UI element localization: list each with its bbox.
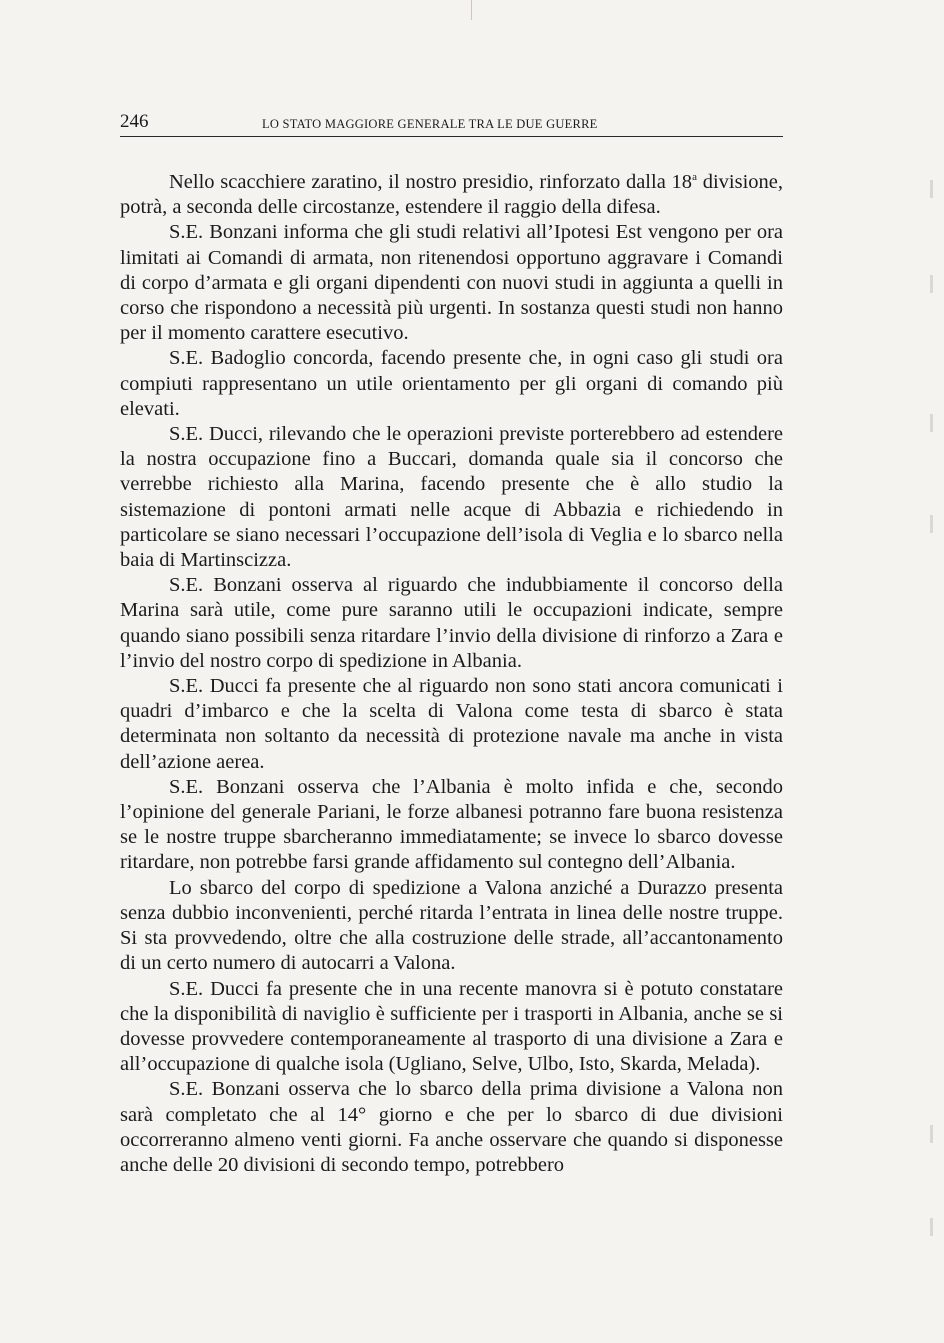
paragraph-text: divisione, potrà, a seconda delle circostanze, estendere il raggio della difesa. <box>120 171 783 219</box>
paragraph-text: Nello scacchiere zaratino, il nostro presidio, rinforzato dalla 18 <box>169 171 693 193</box>
paragraph: S.E. Bonzani osserva al riguardo che indubbiamente il concorso della Marina sarà utile, come pure saranno utili le occupazioni indicate, sempre quando siano possibili senza ritardare l’invio della divisione di rinforzo a Zara e l’invio del nostro corpo di spedizione in Albania. <box>120 574 783 672</box>
paragraph: S.E. Badoglio concorda, facendo presente che, in ogni caso gli studi ora compiuti rappresentano un utile orientamento per gli organi di comando più elevati. <box>120 347 783 420</box>
scan-edge-mark <box>930 1218 933 1236</box>
scan-edge-mark <box>930 414 933 432</box>
scan-mark <box>471 0 472 20</box>
paragraph: S.E. Bonzani osserva che l’Albania è molto infida e che, secondo l’opinione del generale Pariani, le forze albanesi potranno fare buona resistenza se le nostre truppe sbarcheranno immediatamente; se invece lo sbarco dovesse ritardare, non potrebbe farsi grande affidamento sul contegno dell’Albania. <box>120 775 783 874</box>
scan-edge-mark <box>930 1125 933 1143</box>
paragraph: Lo sbarco del corpo di spedizione a Valona anziché a Durazzo presenta senza dubbio inconvenienti, perché ritarda l’entrata in linea delle nostre truppe. Si sta provvedendo, oltre che alla costruzione delle strade, all’accantonamento di un certo numero di autocarri a Valona. <box>120 876 783 975</box>
page-header <box>120 108 783 137</box>
page-number: 246 <box>120 111 149 132</box>
paragraph: S.E. Ducci, rilevando che le operazioni previste porterebbero ad estendere la nostra occupazione fino a Buccari, domanda quale sia il concorso che verrebbe richiesto alla Marina, facendo presente che è allo studio la sistemazione di pontoni armati nelle acque di Abbazia e richiedendo in particolare se siano necessari l’occupazione dell’isola di Veglia e lo sbarco nella baia di Martinscizza. <box>120 423 783 572</box>
running-title: LO STATO MAGGIORE GENERALE TRA LE DUE GUERRE <box>262 117 598 131</box>
paragraph <box>120 170 783 220</box>
paragraph: S.E. Bonzani osserva che lo sbarco della prima divisione a Valona non sarà completato che al 14° giorno e che per lo sbarco di due divisioni occorreranno almeno venti giorni. Fa anche osservare che quando si disponesse anche delle 20 divisioni di secondo tempo, potrebbero <box>120 1078 783 1176</box>
scan-edge-mark <box>930 275 933 293</box>
body-text <box>120 170 783 1178</box>
scan-edge-mark <box>930 180 933 198</box>
paragraph: S.E. Bonzani informa che gli studi relativi all’Ipotesi Est vengono per ora limitati ai Comandi di armata, non ritenendosi opportuno aggravare i Comandi di corpo d’armata e gli organi dipendenti con nuovi studi in aggiunta a quelli in corso che rispondono a necessità più urgenti. In sostanza questi studi non hanno per il momento carattere esecutivo. <box>120 221 783 345</box>
ordinal-superscript: a <box>692 171 697 184</box>
paragraph: S.E. Ducci fa presente che in una recente manovra si è potuto constatare che la disponibilità di naviglio è sufficiente per i trasporti in Albania, anche se si dovesse provvedere contemporaneamente al trasporto di una divisione a Zara e all’occupazione di qualche isola (Ugliano, Selve, Ulbo, Isto, Skarda, Melada). <box>120 977 783 1076</box>
scan-edge-mark <box>930 515 933 533</box>
paragraph: S.E. Ducci fa presente che al riguardo non sono stati ancora comunicati i quadri d’imbarco e che la scelta di Valona come testa di sbarco è stata determinata non soltanto da necessità di protezione navale ma anche in vista dell’azione aerea. <box>120 675 783 773</box>
